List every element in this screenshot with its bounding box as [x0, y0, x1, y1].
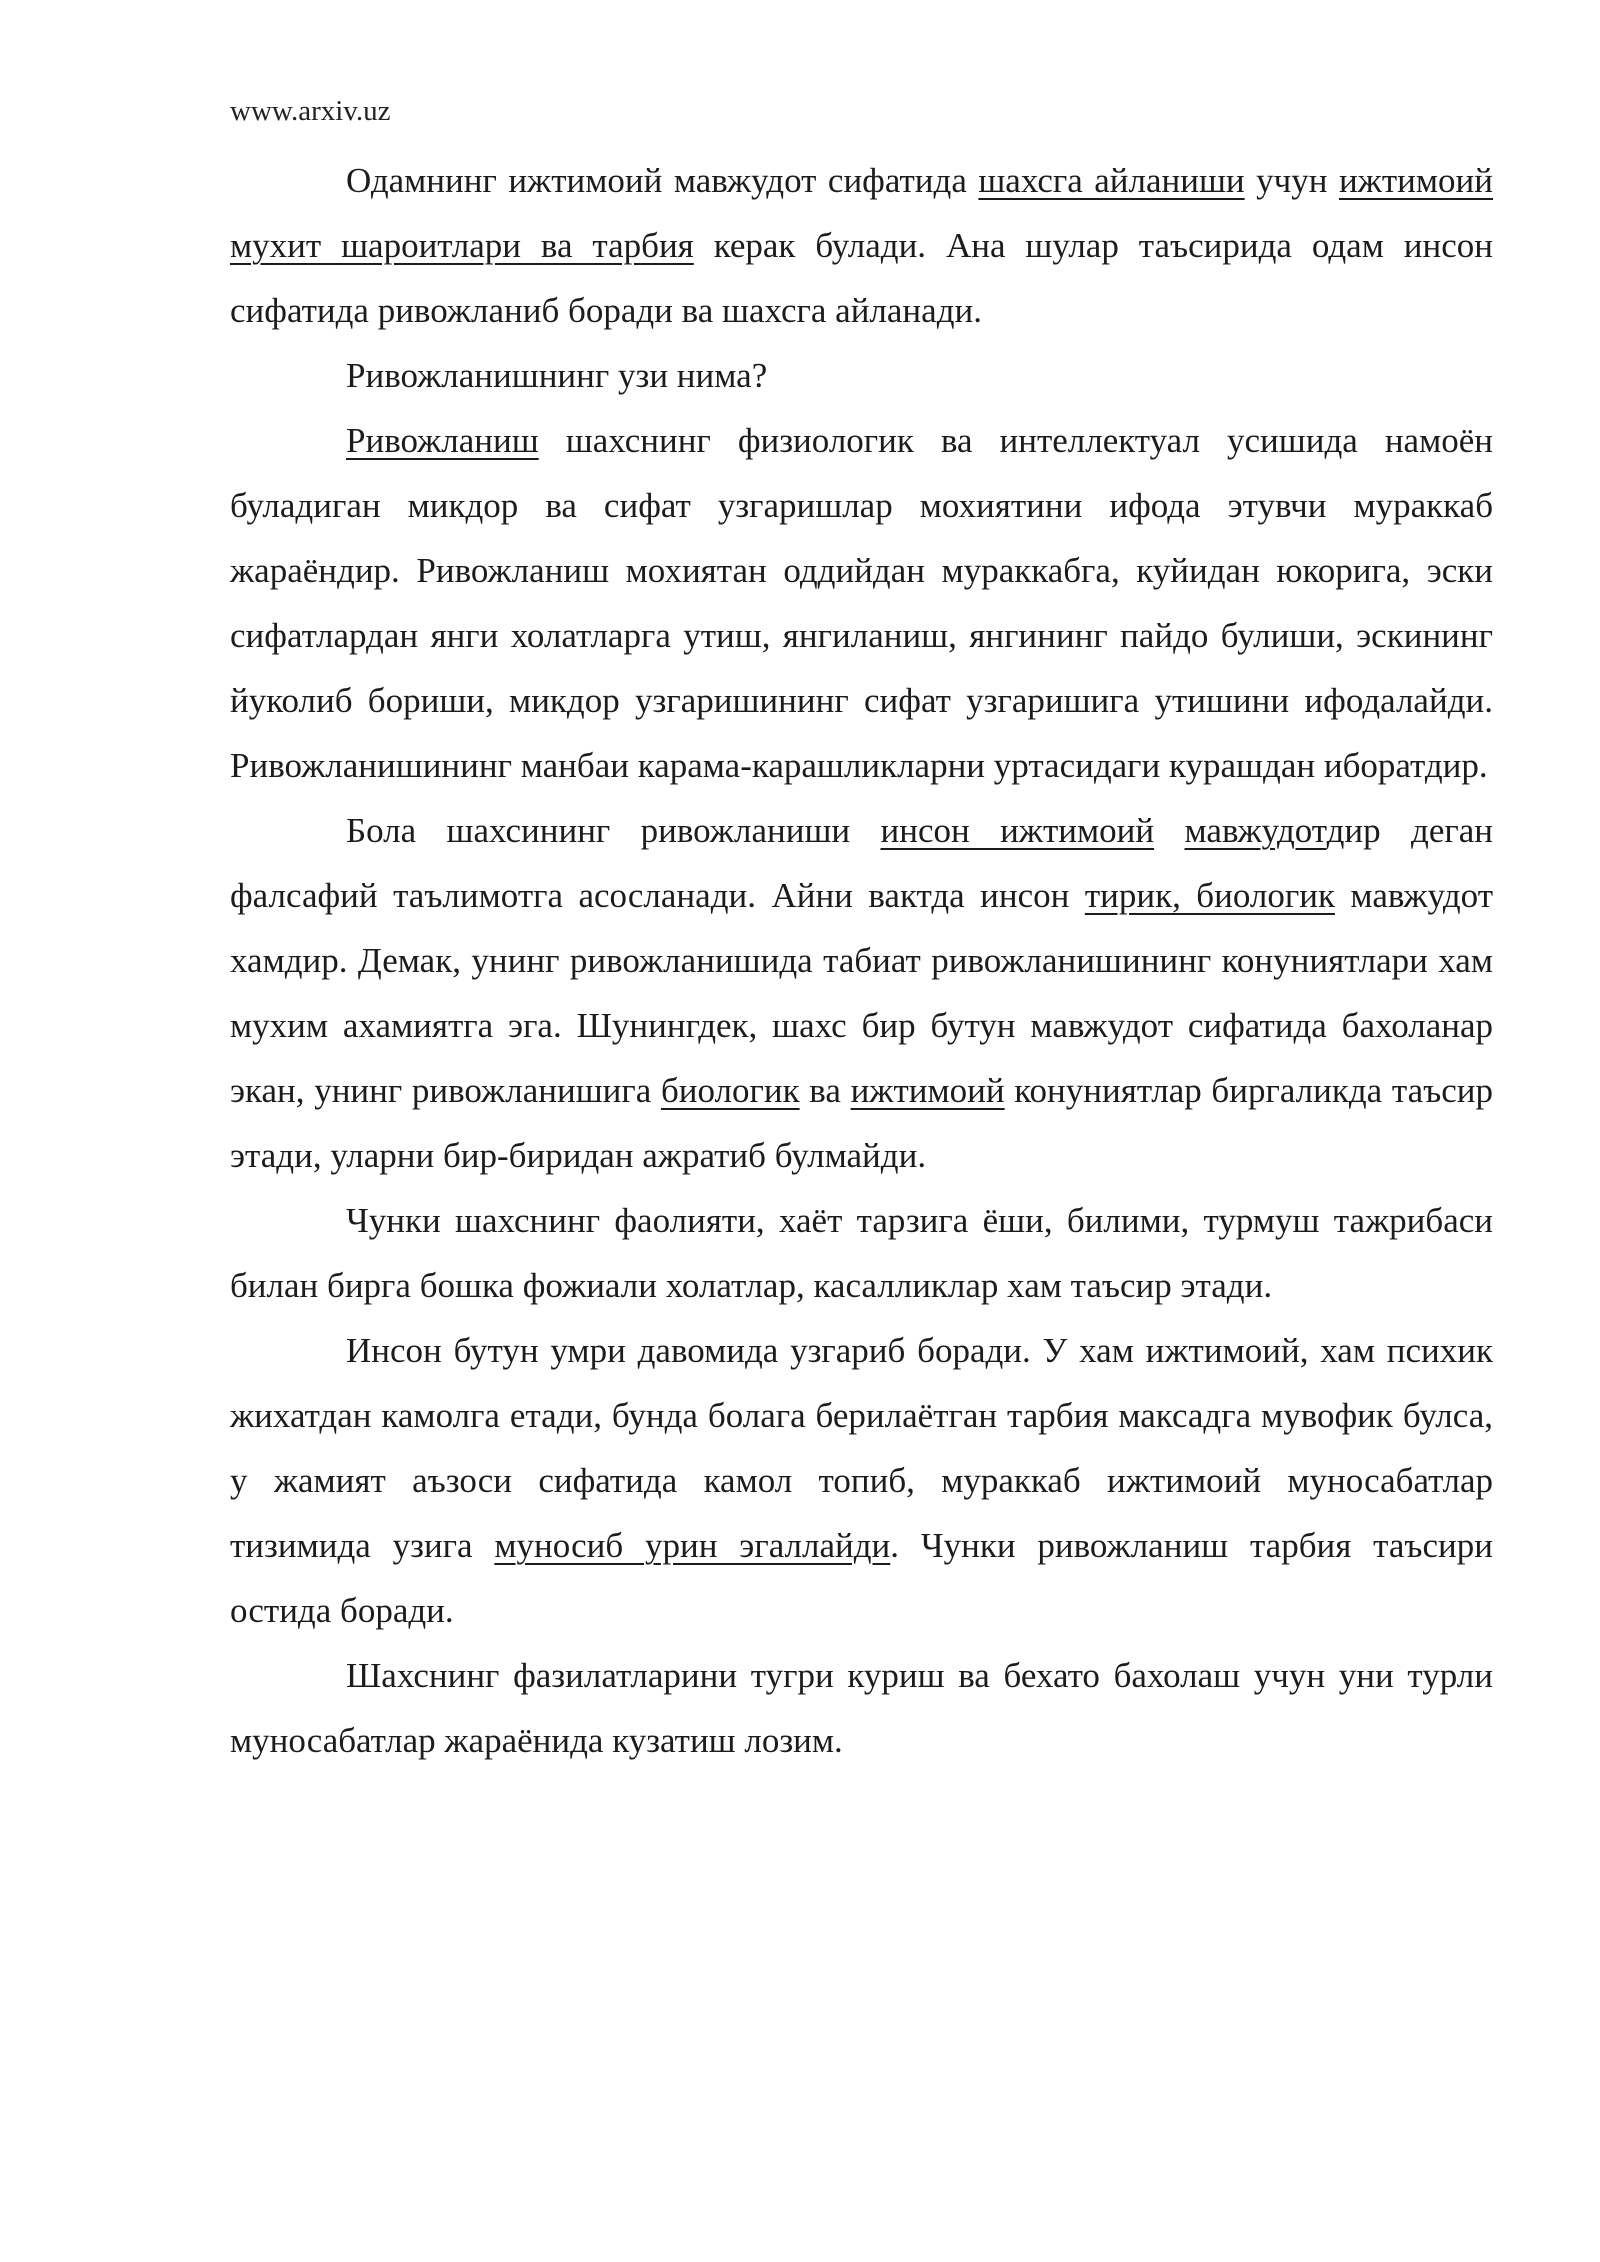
text-segment: Одамнинг ижтимоий мавжудот сифатида [346, 161, 979, 200]
underlined-text: муносиб урин эгаллайди [494, 1526, 891, 1565]
text-segment: Чунки шахснинг фаолияти, хаёт тарзига ёши, билими, турмуш тажрибаси билан бирга бошка фожиали холатлар, касалликлар хам таъсир этади. [230, 1201, 1493, 1305]
paragraph [230, 1643, 1493, 1773]
paragraph [230, 408, 1493, 798]
text-segment: Ривожланишнинг узи нима? [346, 356, 768, 395]
text-segment: учун [1244, 161, 1339, 200]
underlined-text: биологик [660, 1071, 800, 1110]
underlined-text: тирик, биологик [1084, 876, 1335, 915]
text-segment: Шахснинг фазилатларини тугри куриш ва бехато бахолаш учун уни турли муносабатлар жараёнида кузатиш лозим. [230, 1656, 1493, 1760]
underlined-text: Ривожланиш [346, 421, 539, 460]
paragraph [230, 148, 1493, 343]
text-segment: Бола шахсининг ривожланиши [346, 811, 881, 850]
text-segment: керак булади. Ана шулар таъсирида одам инсон сифатида ривожланиб боради ва шахсга айланади. [230, 226, 1493, 330]
text-segment: дир деган фалсафий таълимотга асосланади. Айни вактда инсон [230, 811, 1493, 915]
paragraph [230, 1318, 1493, 1643]
site-header: www.arxiv.uz [230, 95, 391, 127]
paragraph [230, 343, 1493, 408]
underlined-text: инсон ижтимоий [880, 811, 1155, 850]
text-segment: . Чунки ривожланиш тарбия таъсири остида боради. [230, 1526, 1494, 1630]
text-segment: мавжудот хамдир. Демак, унинг ривожланишида табиат ривожланишининг конуниятлари хам мухим ахамиятга эга. Шунингдек, шахс бир бутун мавжудот сифатида бахоланар экан, унинг ривожланишига [230, 876, 1493, 1110]
text-segment: шахснинг физиологик ва интеллектуал усишида намоён буладиган микдор ва сифат узгаришлар мохиятини ифода этувчи мураккаб жараёндир. Ривожланиш мохиятан оддийдан мураккабга, куйидан юкорига, эски сифатлардан янги холатларга утиш, янгиланиш, янгининг пайдо булиши, эскининг йуколиб бориши, микдор узгаришининг сифат узгаришига утишини ифодалайди. Ривожланишининг манбаи карама-карашликларни уртасидаги курашдан иборатдир. [230, 421, 1493, 785]
text-segment: Инсон бутун умри давомида узгариб боради. У хам ижтимоий, хам психик жихатдан камолга етади, бунда болага берилаётган тарбия максадга мувофик булса, у жамият аъзоси сифатида камол топиб, мураккаб ижтимоий муносабатлар тизимида узига [230, 1331, 1493, 1565]
underlined-text: мавжудот [1184, 811, 1327, 850]
underlined-text: ижтимоий мухит шароитлари ва тарбия [230, 161, 1493, 265]
text-segment [1154, 811, 1184, 850]
paragraph [230, 798, 1493, 1188]
underlined-text: ижтимоий [850, 1071, 1005, 1110]
underlined-text: шахсга айланиши [978, 161, 1245, 200]
text-segment: ва [799, 1071, 851, 1110]
text-segment: конуниятлар биргаликда таъсир этади, уларни бир-биридан ажратиб булмайди. [230, 1071, 1493, 1175]
document-body [230, 148, 1493, 1773]
paragraph [230, 1188, 1493, 1318]
